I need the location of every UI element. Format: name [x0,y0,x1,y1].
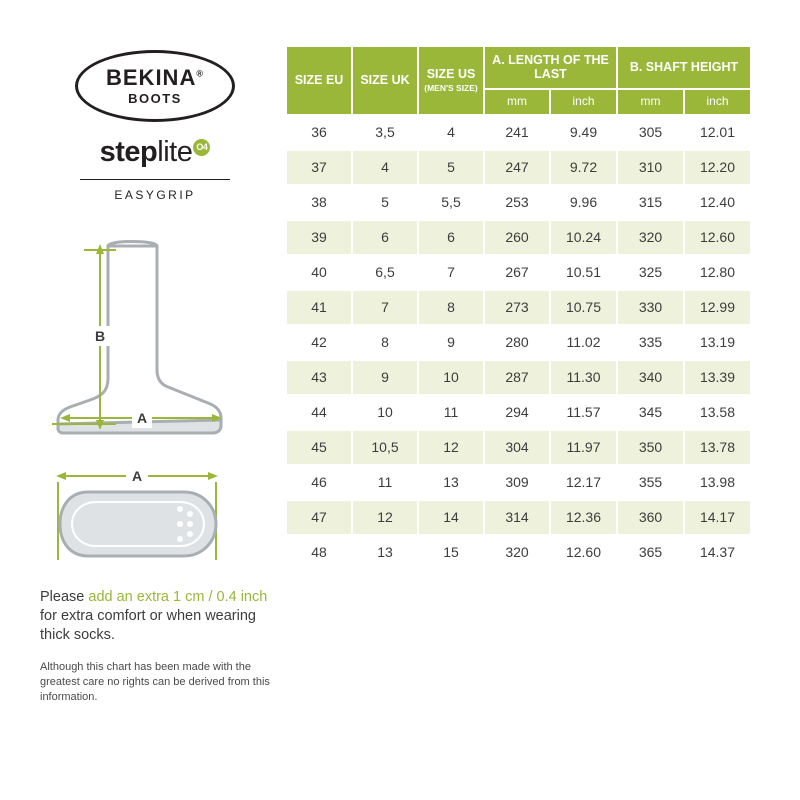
size-table-container [285,45,750,571]
cell-shaft-inch: 12.60 [684,220,751,255]
header-shaft-height: B. SHAFT HEIGHT [617,46,751,89]
header-length-mm: mm [484,89,550,115]
cell-size-eu: 47 [286,500,352,535]
cell-size-uk: 6 [352,220,418,255]
cell-size-us: 14 [418,500,484,535]
cell-size-us: 6 [418,220,484,255]
cell-shaft-mm: 320 [617,220,684,255]
table-row [286,500,751,535]
sole-length-label: A [131,468,143,484]
product-tagline: EASYGRIP [114,188,196,202]
cell-shaft-mm: 325 [617,255,684,290]
cell-length-inch: 10.75 [550,290,617,325]
header-length-of-last: A. LENGTH OF THE LAST [484,46,617,89]
product-name [40,138,270,167]
cell-size-eu: 36 [286,115,352,150]
cell-shaft-mm: 335 [617,325,684,360]
cell-shaft-inch: 12.40 [684,185,751,220]
cell-shaft-inch: 14.17 [684,500,751,535]
cell-size-us: 5,5 [418,185,484,220]
cell-length-inch: 11.30 [550,360,617,395]
cell-size-us: 13 [418,465,484,500]
cell-shaft-mm: 340 [617,360,684,395]
logo-brand-name [106,67,204,89]
table-row [286,395,751,430]
cell-size-uk: 9 [352,360,418,395]
cell-size-uk: 12 [352,500,418,535]
header-size-us [418,46,484,115]
header-size-us-sub: (MEN'S SIZE) [424,83,478,94]
cell-size-us: 7 [418,255,484,290]
disclaimer-text: Although this chart has been made with the greatest care no rights can be derived from this information. [40,660,270,704]
header-size-eu: SIZE EU [286,46,352,115]
cell-size-us: 9 [418,325,484,360]
left-column [40,40,270,716]
cell-size-us: 5 [418,150,484,185]
table-row [286,325,751,360]
cell-shaft-mm: 310 [617,150,684,185]
cell-shaft-mm: 355 [617,465,684,500]
note-tail: for extra comfort or when wearing thick socks. [40,608,256,644]
cell-size-us: 8 [418,290,484,325]
sole-top-diagram [40,464,270,574]
cell-shaft-mm: 315 [617,185,684,220]
table-row [286,150,751,185]
cell-shaft-mm: 360 [617,500,684,535]
table-row [286,430,751,465]
size-table-body [286,115,751,570]
size-table-head [286,46,751,115]
cell-length-mm: 320 [484,535,550,570]
cell-size-eu: 42 [286,325,352,360]
boot-height-label: B [94,328,106,344]
cell-shaft-inch: 12.99 [684,290,751,325]
cell-shaft-mm: 345 [617,395,684,430]
cell-length-inch: 12.60 [550,535,617,570]
cell-size-us: 15 [418,535,484,570]
cell-size-us: 10 [418,360,484,395]
cell-length-inch: 9.49 [550,115,617,150]
cell-size-eu: 41 [286,290,352,325]
cell-shaft-inch: 14.37 [684,535,751,570]
note-lead: Please [40,589,89,605]
cell-shaft-inch: 13.78 [684,430,751,465]
table-row [286,220,751,255]
cell-size-uk: 10 [352,395,418,430]
brand-logo [40,50,270,202]
cell-shaft-inch: 13.58 [684,395,751,430]
o4-badge: O4 [193,139,210,156]
sole-top-svg [40,464,270,574]
boot-side-diagram [40,228,270,458]
table-row [286,185,751,220]
cell-length-inch: 12.36 [550,500,617,535]
logo-brand-sub: BOOTS [128,91,182,106]
cell-shaft-mm: 365 [617,535,684,570]
header-size-uk: SIZE UK [352,46,418,115]
cell-length-mm: 273 [484,290,550,325]
cell-shaft-mm: 350 [617,430,684,465]
divider [80,179,230,180]
cell-size-eu: 43 [286,360,352,395]
note-accent: add an extra 1 cm / 0.4 inch [88,589,268,605]
cell-shaft-inch: 13.39 [684,360,751,395]
cell-shaft-inch: 12.01 [684,115,751,150]
header-shaft-mm: mm [617,89,684,115]
cell-length-mm: 287 [484,360,550,395]
cell-length-inch: 10.51 [550,255,617,290]
header-row-main [286,46,751,89]
cell-shaft-mm: 305 [617,115,684,150]
cell-length-mm: 241 [484,115,550,150]
cell-size-eu: 46 [286,465,352,500]
cell-length-mm: 280 [484,325,550,360]
cell-shaft-inch: 13.19 [684,325,751,360]
product-name-bold: step [99,136,158,168]
cell-size-eu: 40 [286,255,352,290]
cell-size-uk: 6,5 [352,255,418,290]
table-row [286,360,751,395]
product-name-light: lite [157,136,193,168]
cell-length-mm: 260 [484,220,550,255]
cell-length-mm: 309 [484,465,550,500]
cell-size-uk: 4 [352,150,418,185]
cell-length-mm: 314 [484,500,550,535]
cell-size-eu: 39 [286,220,352,255]
cell-size-uk: 13 [352,535,418,570]
header-size-us-text: SIZE US [426,66,476,81]
cell-shaft-inch: 12.80 [684,255,751,290]
logo-brand-text: BEKINA [106,65,197,90]
cell-size-eu: 44 [286,395,352,430]
cell-size-uk: 7 [352,290,418,325]
cell-length-inch: 10.24 [550,220,617,255]
cell-size-uk: 11 [352,465,418,500]
header-length-inch: inch [550,89,617,115]
cell-length-inch: 9.96 [550,185,617,220]
sizing-note [40,588,270,645]
cell-length-inch: 11.57 [550,395,617,430]
header-shaft-inch: inch [684,89,751,115]
cell-length-inch: 12.17 [550,465,617,500]
cell-size-eu: 48 [286,535,352,570]
cell-length-mm: 247 [484,150,550,185]
cell-size-uk: 8 [352,325,418,360]
cell-length-inch: 11.97 [550,430,617,465]
boot-length-label: A [136,410,148,426]
cell-length-mm: 253 [484,185,550,220]
cell-size-eu: 45 [286,430,352,465]
table-row [286,255,751,290]
registered-trademark-icon: ® [196,68,204,79]
table-row [286,535,751,570]
cell-length-mm: 267 [484,255,550,290]
cell-length-inch: 11.02 [550,325,617,360]
cell-size-uk: 3,5 [352,115,418,150]
cell-length-inch: 9.72 [550,150,617,185]
table-row [286,465,751,500]
cell-shaft-inch: 13.98 [684,465,751,500]
cell-size-us: 11 [418,395,484,430]
cell-shaft-mm: 330 [617,290,684,325]
cell-length-mm: 304 [484,430,550,465]
cell-size-uk: 5 [352,185,418,220]
table-row [286,290,751,325]
cell-shaft-inch: 12.20 [684,150,751,185]
cell-length-mm: 294 [484,395,550,430]
cell-size-eu: 37 [286,150,352,185]
cell-size-eu: 38 [286,185,352,220]
table-row [286,115,751,150]
cell-size-uk: 10,5 [352,430,418,465]
cell-size-us: 4 [418,115,484,150]
cell-size-us: 12 [418,430,484,465]
logo-oval [75,50,235,122]
boot-side-svg [40,228,270,458]
size-table [285,45,752,571]
